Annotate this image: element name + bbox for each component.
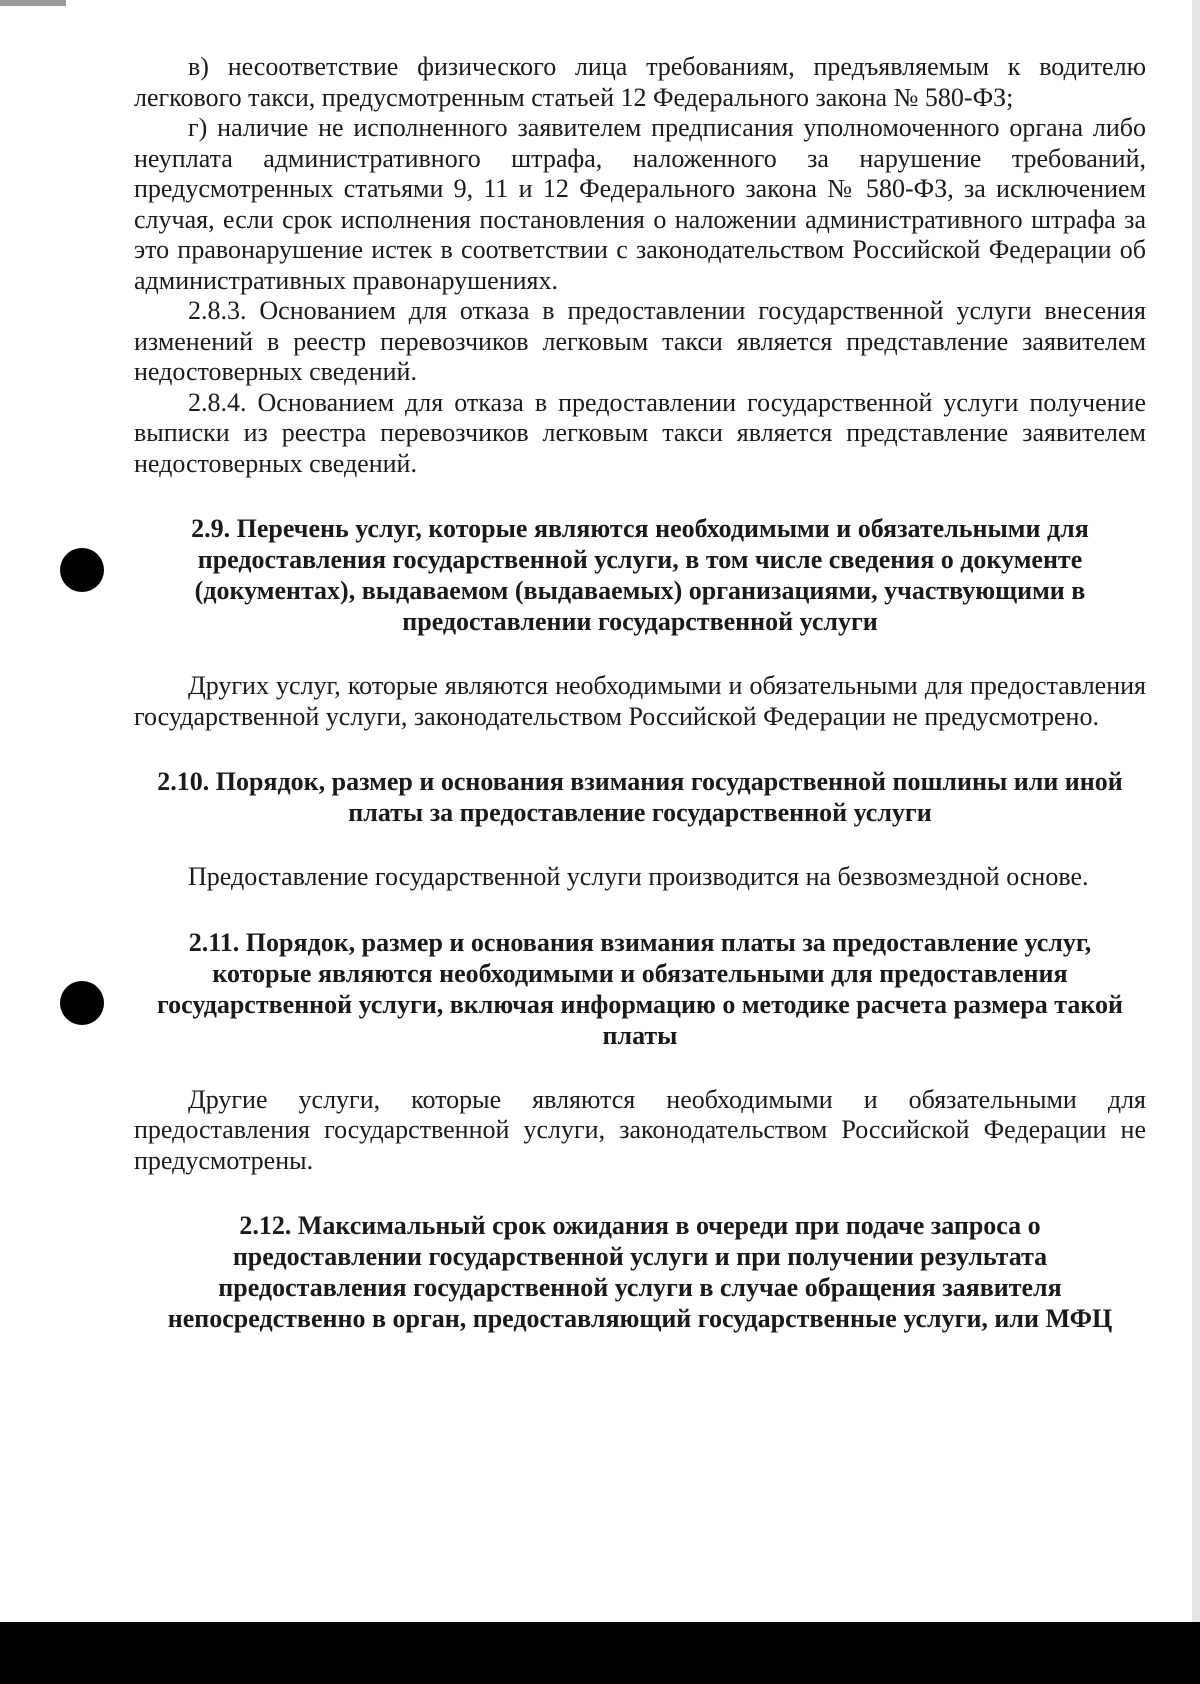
paragraph-2-8-4: 2.8.4. Основанием для отказа в предоставлении государственной услуги получение выписки из реестра перевозчиков легковым такси является представление заявителем недостоверных сведений. [134, 387, 1146, 478]
paragraph-2-8-3: 2.8.3. Основанием для отказа в предоставлении государственной услуги внесения изменений в реестр перевозчиков легковым такси является представление заявителем недостоверных сведений. [134, 296, 1146, 386]
section-heading-2-10: 2.10. Порядок, размер и основания взимания государственной пошлины или иной платы за предоставление государственной услуги [157, 767, 1123, 827]
section-body-2-9: Других услуг, которые являются необходимыми и обязательными для предоставления государственной услуги, законодательством Российской Федерации не предусмотрено. [134, 671, 1146, 731]
section-heading-2-11: 2.11. Порядок, размер и основания взимания платы за предоставление услуг, которые являются необходимыми и обязательными для предоставления государственной услуги, включая информацию о методике расчета размера такой платы [156, 927, 1124, 1050]
scan-edge-mark [0, 0, 66, 6]
section-heading-2-12: 2.12. Максимальный срок ожидания в очереди при подаче запроса о предоставлении государственной услуги и при получении результата предоставления государственной услуги в случае обращения заявителя непосредственно в орган, предоставляющий государственные услуги, или МФЦ [167, 1211, 1113, 1333]
punch-hole [60, 981, 104, 1025]
section-body-2-10: Предоставление государственной услуги производится на безвозмездной основе. [188, 862, 1089, 891]
scan-edge-shadow [1192, 0, 1200, 1622]
punch-hole [60, 548, 104, 592]
section-heading-2-9: 2.9. Перечень услуг, которые являются необходимыми и обязательными для предоставления государственной услуги, в том числе сведения о документе (документах), выдаваемом (выдаваемых) организациями, участвующими в предоставлении государственной услуги [191, 514, 1089, 636]
section-body-2-11: Другие услуги, которые являются необходимыми и обязательными для предоставления государственной услуги, законодательством Российской Федерации не предусмотрены. [134, 1084, 1146, 1175]
document-body [134, 52, 1146, 1334]
scan-bottom-border [0, 1622, 1200, 1684]
paragraph-item-v: в) несоответствие физического лица требованиям, предъявляемым к водителю легкового такси, предусмотренным статьей 12 Федерального закона № 580-ФЗ; [134, 52, 1146, 112]
paragraph-item-g: г) наличие не исполненного заявителем предписания уполномоченного органа либо неуплата административного штрафа, наложенного за нарушение требований, предусмотренных статьями 9, 11 и 12 Федерального закона № 580-ФЗ, за исключением случая, если срок исполнения постановления о наложении административного штрафа за это правонарушение истек в соответствии с законодательством Российской Федерации об административных правонарушениях. [134, 113, 1146, 295]
